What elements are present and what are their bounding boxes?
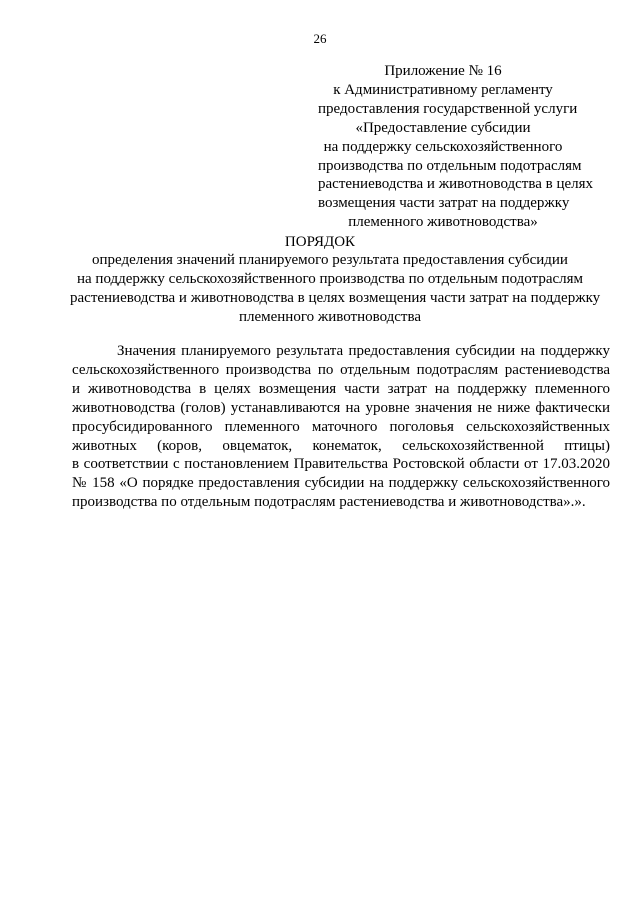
document-subtitle (70, 251, 601, 327)
paragraph-line: производства по отдельным подотраслям растениеводства и животноводства».». (72, 494, 586, 511)
appendix-line: возмещения части затрат на поддержку (318, 195, 570, 212)
page-number: 26 (313, 31, 327, 46)
paragraph-line: и животноводства в целях возмещения части затрат на поддержку племенного (72, 380, 610, 397)
paragraph-line: животноводства (голов) устанавливаются на уровне значения не ниже фактически (72, 399, 610, 416)
paragraph-line: просубсидированного племенного маточного поголовья сельскохозяйственных (72, 418, 610, 435)
paragraph-line: в соответствии с постановлением Правительства Ростовской области от 17.03.2020 (72, 456, 610, 473)
appendix-line: предоставления государственной услуги (318, 100, 578, 117)
appendix-header (318, 62, 594, 232)
appendix-line: племенного животноводства» (348, 214, 538, 231)
paragraph-line: сельскохозяйственного производства по отдельным подотраслям растениеводства (72, 361, 610, 378)
appendix-line: растениеводства и животноводства в целях (318, 176, 594, 193)
appendix-line: к Административному регламенту (333, 81, 553, 98)
subtitle-line: на поддержку сельскохозяйственного производства по отдельным подотраслям (76, 270, 584, 287)
paragraph-line: животных (коров, овцематок, конематок, сельскохозяйственной птицы) (72, 437, 610, 454)
appendix-line: Приложение № 16 (384, 63, 502, 79)
appendix-line: на поддержку сельскохозяйственного (323, 138, 563, 155)
paragraph-line: № 158 «О порядке предоставления субсидии на поддержку сельскохозяйственного (72, 475, 610, 492)
subtitle-line: племенного животноводства (238, 308, 422, 325)
document-title: ПОРЯДОК (284, 234, 356, 250)
paragraph-line: Значения планируемого результата предоставления субсидии на поддержку (117, 343, 610, 359)
appendix-line: производства по отдельным подотраслям (318, 157, 582, 174)
subtitle-line: растениеводства и животноводства в целях возмещения части затрат на поддержку (70, 289, 601, 306)
body-paragraph (72, 342, 610, 512)
subtitle-line: определения значений планируемого результата предоставления субсидии (92, 252, 568, 268)
appendix-line: «Предоставление субсидии (355, 119, 531, 136)
